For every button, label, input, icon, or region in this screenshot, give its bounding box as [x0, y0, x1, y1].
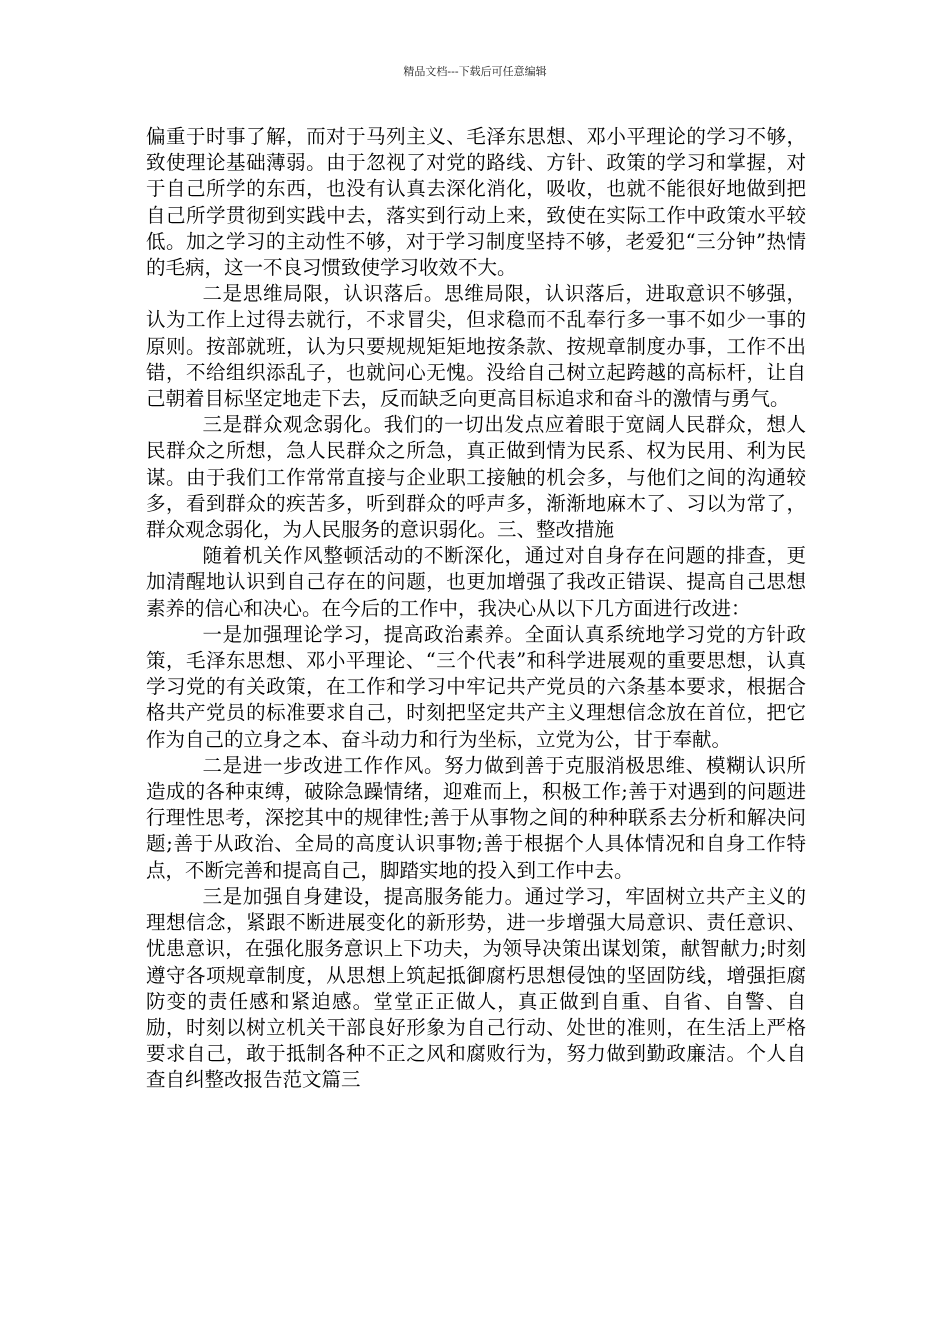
paragraph-5: 一是加强理论学习，提高政治素养。全面认真系统地学习党的方针政策，毛泽东思想、邓小平理论、“三个代表”和科学进展观的重要思想，认真学习党的有关政策，在工作和学习中牢记共产党员的六条基本要求，根据合格共产党员的标准要求自己，时刻把坚定共产主义理想信念放在首位，把它作为自己的立身之本、奋斗动力和行为坐标，立党为公，甘于奉献。	[146, 622, 806, 751]
paragraph-4: 随着机关作风整顿活动的不断深化，通过对自身存在问题的排查，更加清醒地认识到自己存在的问题，也更加增强了我改正错误、提高自己思想素养的信心和决心。在今后的工作中，我决心从以下几方面进行改进：	[146, 544, 806, 620]
paragraph-6: 二是进一步改进工作作风。努力做到善于克服消极思维、模糊认识所造成的各种束缚，破除急躁情绪，迎难而上，积极工作;善于对遇到的问题进行理性思考，深挖其中的规律性;善于从事物之间的种种联系去分析和解决问题;善于从政治、全局的高度认识事物;善于根据个人具体情况和自身工作特点，不断完善和提高自己，脚踏实地的投入到工作中去。	[146, 753, 806, 882]
paragraph-2: 二是思维局限，认识落后。思维局限，认识落后，进取意识不够强，认为工作上过得去就行，不求冒尖，但求稳而不乱奉行多一事不如少一事的原则。按部就班，认为只要规规矩矩地按条款、按规章制度办事，工作不出错，不给组织添乱子，也就问心无愧。没给自己树立起跨越的高标杆，让自己朝着目标坚定地走下去，反而缺乏向更高目标追求和奋斗的激情与勇气。	[146, 282, 806, 411]
document-body	[146, 124, 806, 1094]
paragraph-1: 偏重于时事了解，而对于马列主义、毛泽东思想、邓小平理论的学习不够，致使理论基础薄弱。由于忽视了对党的路线、方针、政策的学习和掌握，对于自己所学的东西，也没有认真去深化消化，吸收，也就不能很好地做到把自己所学贯彻到实践中去，落实到行动上来，致使在实际工作中政策水平较低。加之学习的主动性不够，对于学习制度坚持不够，老爱犯“三分钟”热情的毛病，这一不良习惯致使学习收效不大。	[146, 125, 806, 280]
paragraph-3: 三是群众观念弱化。我们的一切出发点应着眼于宽阔人民群众，想人民群众之所想，急人民群众之所急，真正做到情为民系、权为民用、利为民谋。由于我们工作常常直接与企业职工接触的机会多，与他们之间的沟通较多，看到群众的疾苦多，听到群众的呼声多，渐渐地麻木了、习以为常了，群众观念弱化，为人民服务的意识弱化。三、整改措施	[146, 413, 806, 542]
page-header: 精品文档---下载后可任意编辑	[403, 65, 547, 78]
paragraph-7: 三是加强自身建设，提高服务能力。通过学习，牢固树立共产主义的理想信念，紧跟不断进展变化的新形势，进一步增强大局意识、责任意识、忧患意识，在强化服务意识上下功夫，为领导决策出谋划策，献智献力;时刻遵守各项规章制度，从思想上筑起抵御腐朽思想侵蚀的坚固防线，增强拒腐防变的责任感和紧迫感。堂堂正正做人，真正做到自重、自省、自警、自励，时刻以树立机关干部良好形象为自己行动、处世的准则，在生活上严格要求自己，敢于抵制各种不正之风和腐败行为，努力做到勤政廉洁。个人自查自纠整改报告范文篇三	[146, 884, 806, 1092]
